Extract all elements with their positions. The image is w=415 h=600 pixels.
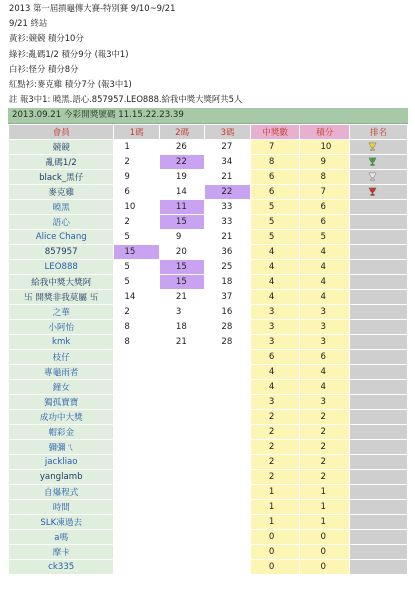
member-name: 之華 (9, 305, 114, 320)
points-cell: 1 (300, 485, 350, 500)
table-row (9, 320, 408, 335)
col-pick-3: 3碼 (205, 125, 250, 140)
pick-1-cell (114, 500, 159, 515)
pick-3-cell (205, 440, 250, 455)
pick-3-cell: 37 (205, 290, 250, 305)
member-name: 時間 (9, 500, 114, 515)
points-cell: 7 (300, 185, 350, 200)
member-name: 摩卡 (9, 545, 114, 560)
pick-2-cell: 21 (159, 335, 204, 350)
hits-cell: 0 (250, 530, 300, 545)
points-cell: 10 (300, 140, 350, 155)
table-row (9, 260, 408, 275)
pick-2-cell (159, 425, 204, 440)
points-cell: 3 (300, 305, 350, 320)
table-row (9, 545, 408, 560)
points-cell: 4 (300, 275, 350, 290)
hits-cell: 4 (250, 245, 300, 260)
member-name: 亂碼1/2 (9, 155, 114, 170)
col-member: 會員 (9, 125, 114, 140)
table-row (9, 440, 408, 455)
table-row (9, 200, 408, 215)
points-cell: 2 (300, 440, 350, 455)
pick-3-cell (205, 350, 250, 365)
member-name: 857957 (9, 245, 114, 260)
member-name: 鐘女 (9, 380, 114, 395)
results-table (8, 124, 408, 575)
table-row (9, 485, 408, 500)
member-name: 語心 (9, 215, 114, 230)
pick-2-cell: 15 (159, 215, 204, 230)
pick-2-cell (159, 500, 204, 515)
hits-cell: 6 (250, 170, 300, 185)
pick-3-cell (205, 530, 250, 545)
member-name: 小阿怡 (9, 320, 114, 335)
member-name: 競競 (9, 140, 114, 155)
table-row (9, 305, 408, 320)
table-row (9, 560, 408, 575)
pick-3-cell: 25 (205, 260, 250, 275)
pick-3-cell (205, 410, 250, 425)
points-cell: 2 (300, 455, 350, 470)
pick-2-cell (159, 470, 204, 485)
table-row (9, 455, 408, 470)
green-jersey-note: 綠衫:亂碼1/2 積分9分 (報3中1) (9, 48, 129, 59)
hits-cell: 5 (250, 200, 300, 215)
hits-cell: 2 (250, 425, 300, 440)
pick-2-cell (159, 515, 204, 530)
col-hits: 中獎數 (250, 125, 300, 140)
points-cell: 2 (300, 425, 350, 440)
rank-cell (350, 200, 408, 215)
pick-2-cell (159, 410, 204, 425)
points-cell: 4 (300, 245, 350, 260)
hits-cell: 3 (250, 395, 300, 410)
pick-3-cell: 16 (205, 305, 250, 320)
member-name: black_黑仔 (9, 170, 114, 185)
pick-1-cell (114, 530, 159, 545)
pick-2-cell (159, 365, 204, 380)
pick-1-cell: 5 (114, 230, 159, 245)
pick-2-cell: 22 (159, 155, 204, 170)
table-row (9, 530, 408, 545)
table-row (9, 500, 408, 515)
rank-cell (350, 515, 408, 530)
hits-cell: 1 (250, 485, 300, 500)
points-cell: 2 (300, 470, 350, 485)
event-header (0, 0, 415, 107)
pick-1-cell (114, 470, 159, 485)
hits-cell: 5 (250, 215, 300, 230)
pick-1-cell: 1 (114, 140, 159, 155)
pick-3-cell: 36 (205, 245, 250, 260)
points-cell: 4 (300, 260, 350, 275)
member-name: 曉黑 (9, 200, 114, 215)
table-row (9, 410, 408, 425)
pick-3-cell: 28 (205, 335, 250, 350)
pick-1-cell (114, 515, 159, 530)
member-name: 麥克雞 (9, 185, 114, 200)
pick-2-cell (159, 440, 204, 455)
rank-cell (350, 500, 408, 515)
draw-numbers-bar: 2013.09.21 今彩開獎號碼 11.15.22.23.39 (8, 108, 408, 124)
table-row (9, 215, 408, 230)
rank-cell (350, 425, 408, 440)
table-row (9, 155, 408, 170)
hits-cell: 1 (250, 515, 300, 530)
member-name: 自爆程式 (9, 485, 114, 500)
event-stage: 9/21 終站 (9, 18, 48, 29)
pick-2-cell: 15 (159, 275, 204, 290)
member-name: a嗎 (9, 530, 114, 545)
table-row (9, 425, 408, 440)
hits-cell: 6 (250, 185, 300, 200)
pick-3-cell (205, 470, 250, 485)
hits-cell: 2 (250, 470, 300, 485)
pick-3-cell (205, 365, 250, 380)
rank-cell (350, 155, 408, 170)
member-name: 彌彌ㄟ (9, 440, 114, 455)
rank-cell (350, 305, 408, 320)
pick-1-cell (114, 485, 159, 500)
table-row (9, 335, 408, 350)
pick-2-cell: 20 (159, 245, 204, 260)
member-name: 專龜雨者 (9, 365, 114, 380)
pick-1-cell (114, 425, 159, 440)
member-name: 帽彩金 (9, 425, 114, 440)
pick-1-cell (114, 560, 159, 575)
table-row (9, 515, 408, 530)
hits-cell: 2 (250, 455, 300, 470)
hits-cell: 0 (250, 560, 300, 575)
hits-cell: 4 (250, 290, 300, 305)
pick-1-cell: 8 (114, 335, 159, 350)
table-row (9, 245, 408, 260)
pick-1-cell: 9 (114, 170, 159, 185)
rank-cell (350, 245, 408, 260)
pick-1-cell (114, 455, 159, 470)
pick-1-cell (114, 395, 159, 410)
pick-1-cell: 2 (114, 305, 159, 320)
pick-2-cell: 14 (159, 185, 204, 200)
pick-1-cell (114, 350, 159, 365)
hits-cell: 2 (250, 410, 300, 425)
hits-cell: 5 (250, 230, 300, 245)
pick-1-cell (114, 545, 159, 560)
points-cell: 8 (300, 170, 350, 185)
points-cell: 4 (300, 380, 350, 395)
rank-cell (350, 335, 408, 350)
pick-3-cell (205, 560, 250, 575)
hits-cell: 3 (250, 335, 300, 350)
rank-cell (350, 320, 408, 335)
col-pick-2: 2碼 (159, 125, 204, 140)
red-dot-jersey-note: 紅點衫:麥克雞 積分7分 (報3中1) (9, 78, 132, 89)
pick-2-cell (159, 395, 204, 410)
member-name: ck335 (9, 560, 114, 575)
table-row (9, 470, 408, 485)
table-row (9, 350, 408, 365)
points-cell: 4 (300, 290, 350, 305)
points-cell: 6 (300, 200, 350, 215)
rank-cell (350, 470, 408, 485)
pick-2-cell: 19 (159, 170, 204, 185)
pick-2-cell (159, 350, 204, 365)
table-row (9, 275, 408, 290)
points-cell: 3 (300, 395, 350, 410)
table-header-row (9, 125, 408, 140)
rank-cell (350, 365, 408, 380)
pick-1-cell: 2 (114, 215, 159, 230)
table-row (9, 380, 408, 395)
points-cell: 1 (300, 515, 350, 530)
pick-3-cell (205, 545, 250, 560)
rank-cell (350, 275, 408, 290)
hits-cell: 3 (250, 320, 300, 335)
pick-3-cell: 21 (205, 230, 250, 245)
points-cell: 1 (300, 500, 350, 515)
rank-cell (350, 395, 408, 410)
pick-3-cell (205, 425, 250, 440)
table-row (9, 395, 408, 410)
table-row (9, 290, 408, 305)
member-name: 卐 開獎非我莫屬 卐 (9, 290, 114, 305)
pick-3-cell: 34 (205, 155, 250, 170)
pick-2-cell (159, 380, 204, 395)
rank-cell (350, 290, 408, 305)
pick-1-cell: 5 (114, 275, 159, 290)
pick-1-cell: 14 (114, 290, 159, 305)
pick-3-cell: 27 (205, 140, 250, 155)
pick-1-cell: 10 (114, 200, 159, 215)
pick-1-cell: 15 (114, 245, 159, 260)
pick-2-cell: 21 (159, 290, 204, 305)
member-name: 獨孤寶寶 (9, 395, 114, 410)
yellow-jersey-note: 黃衫:競競 積分10分 (9, 33, 84, 44)
rank-cell (350, 350, 408, 365)
hits-cell: 0 (250, 545, 300, 560)
pick-3-cell (205, 380, 250, 395)
table-row (9, 140, 408, 155)
pick-1-cell (114, 365, 159, 380)
pick-1-cell: 5 (114, 260, 159, 275)
rank-cell (350, 545, 408, 560)
points-cell: 6 (300, 215, 350, 230)
trophy-icon (368, 157, 377, 166)
table-row (9, 170, 408, 185)
member-name: yanglamb (9, 470, 114, 485)
hits-cell: 6 (250, 350, 300, 365)
pick-2-cell (159, 485, 204, 500)
pick-1-cell: 2 (114, 155, 159, 170)
results-sheet (8, 108, 408, 575)
rank-cell (350, 170, 408, 185)
points-cell: 4 (300, 365, 350, 380)
white-jersey-note: 白衫:怪分 積分8分 (9, 63, 79, 74)
trophy-icon (368, 142, 377, 151)
points-cell: 3 (300, 320, 350, 335)
pick-3-cell: 22 (205, 185, 250, 200)
hits-cell: 2 (250, 440, 300, 455)
points-cell: 5 (300, 230, 350, 245)
col-pick-1: 1碼 (114, 125, 159, 140)
rank-cell (350, 485, 408, 500)
trophy-icon (368, 172, 377, 181)
pick-3-cell: 18 (205, 275, 250, 290)
pick-1-cell (114, 380, 159, 395)
member-name: SLK凍過去 (9, 515, 114, 530)
hits-cell: 3 (250, 305, 300, 320)
points-cell: 0 (300, 530, 350, 545)
pick-1-cell (114, 410, 159, 425)
footnote: 註 報3中1: 曉黑.語心.857957.LEO888.給我中獎大獎阿共5人 (9, 94, 243, 105)
rank-cell (350, 410, 408, 425)
table-row (9, 185, 408, 200)
pick-2-cell (159, 455, 204, 470)
points-cell: 0 (300, 545, 350, 560)
pick-2-cell: 15 (159, 260, 204, 275)
pick-3-cell (205, 485, 250, 500)
event-title: 2013 第一屆摃龜傳大賽-特別賽 9/10~9/21 (9, 3, 176, 13)
table-row (9, 365, 408, 380)
rank-cell (350, 185, 408, 200)
member-name: 枝仔 (9, 350, 114, 365)
rank-cell (350, 140, 408, 155)
member-name: 給我中獎大獎阿 (9, 275, 114, 290)
pick-3-cell (205, 515, 250, 530)
pick-1-cell: 8 (114, 320, 159, 335)
hits-cell: 4 (250, 260, 300, 275)
points-cell: 6 (300, 350, 350, 365)
pick-3-cell (205, 395, 250, 410)
member-name: LEO888 (9, 260, 114, 275)
pick-2-cell: 26 (159, 140, 204, 155)
rank-cell (350, 260, 408, 275)
member-name: Alice Chang (9, 230, 114, 245)
table-row (9, 230, 408, 245)
pick-3-cell: 21 (205, 170, 250, 185)
rank-cell (350, 560, 408, 575)
pick-1-cell: 6 (114, 185, 159, 200)
pick-2-cell (159, 545, 204, 560)
pick-2-cell: 9 (159, 230, 204, 245)
pick-3-cell (205, 455, 250, 470)
member-name: kmk (9, 335, 114, 350)
pick-3-cell: 33 (205, 200, 250, 215)
pick-3-cell (205, 500, 250, 515)
hits-cell: 8 (250, 155, 300, 170)
member-name: 成功中大獎 (9, 410, 114, 425)
pick-2-cell (159, 530, 204, 545)
pick-2-cell: 3 (159, 305, 204, 320)
pick-3-cell: 28 (205, 320, 250, 335)
trophy-icon (368, 187, 377, 196)
rank-cell (350, 380, 408, 395)
rank-cell (350, 530, 408, 545)
rank-cell (350, 215, 408, 230)
pick-1-cell (114, 440, 159, 455)
col-rank: 排名 (350, 125, 408, 140)
pick-2-cell: 11 (159, 200, 204, 215)
pick-3-cell: 33 (205, 215, 250, 230)
points-cell: 0 (300, 560, 350, 575)
points-cell: 3 (300, 335, 350, 350)
rank-cell (350, 230, 408, 245)
points-cell: 2 (300, 410, 350, 425)
rank-cell (350, 455, 408, 470)
hits-cell: 1 (250, 500, 300, 515)
member-name: jackliao (9, 455, 114, 470)
hits-cell: 4 (250, 380, 300, 395)
pick-2-cell: 18 (159, 320, 204, 335)
pick-2-cell (159, 560, 204, 575)
points-cell: 9 (300, 155, 350, 170)
hits-cell: 4 (250, 365, 300, 380)
hits-cell: 4 (250, 275, 300, 290)
hits-cell: 7 (250, 140, 300, 155)
col-points: 積分 (300, 125, 350, 140)
rank-cell (350, 440, 408, 455)
